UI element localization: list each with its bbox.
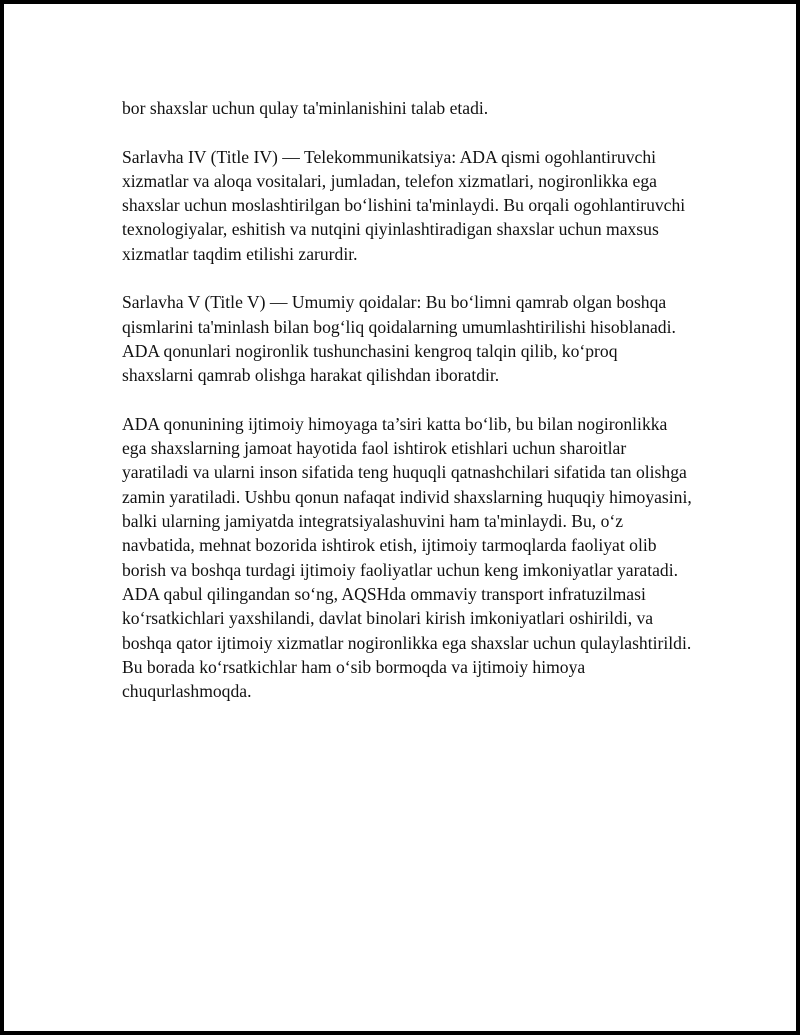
document-body (122, 96, 692, 728)
paragraph-title-v: Sarlavha V (Title V) — Umumiy qoidalar: Bu bo‘limni qamrab olgan boshqa qismlarini ta'minlash bilan bog‘liq qoidalarning umumlashtirilishi hisoblanadi. ADA qonunlari nogironlik tushunchasini kengroq talqin qilib, ko‘proq shaxslarni qamrab olishga harakat qilishdan iboratdir. (122, 292, 676, 386)
paragraph-social-impact: ADA qonunining ijtimoiy himoyaga ta’siri katta bo‘lib, bu bilan nogironlikka ega shaxslarning jamoat hayotida faol ishtirok etishlari uchun sharoitlar yaratiladi va ularni inson sifatida teng huquqli qatnashchilari sifatida tan olishga zamin yaratiladi. Ushbu qonun nafaqat individ shaxslarning huquqiy himoyasini, balki ularning jamiyatda integratsiyalashuvini ham ta'minlaydi. Bu, o‘z navbatida, mehnat bozorida ishtirok etish, ijtimoiy tarmoqlarda faoliyat olib borish va boshqa turdagi ijtimoiy faoliyatlar uchun keng imkoniyatlar yaratadi. ADA qabul qilingandan so‘ng, AQSHda ommaviy transport infratuzilmasi ko‘rsatkichlari yaxshilandi, davlat binolari kirish imkoniyatlari oshirildi, va boshqa qator ijtimoiy xizmatlar nogironlikka ega shaxslar uchun qulaylashtirildi. Bu borada ko‘rsatkichlar ham o‘sib bormoqda va ijtimoiy himoya chuqurlashmoqda. (122, 413, 692, 702)
paragraph-continuation: bor shaxslar uchun qulay ta'minlanishini talab etadi. (122, 98, 489, 118)
paragraph-title-iv: Sarlavha IV (Title IV) — Telekommunikatsiya: ADA qismi ogohlantiruvchi xizmatlar va aloqa vositalari, jumladan, telefon xizmatlari, nogironlikka ega shaxslar uchun moslashtirilgan bo‘lishini ta'minlaydi. Bu orqali ogohlantiruvchi texnologiyalar, eshitish va nutqini qiyinlashtiradigan shaxslar uchun maxsus xizmatlar taqdim etilishi zarurdir. (122, 146, 686, 264)
